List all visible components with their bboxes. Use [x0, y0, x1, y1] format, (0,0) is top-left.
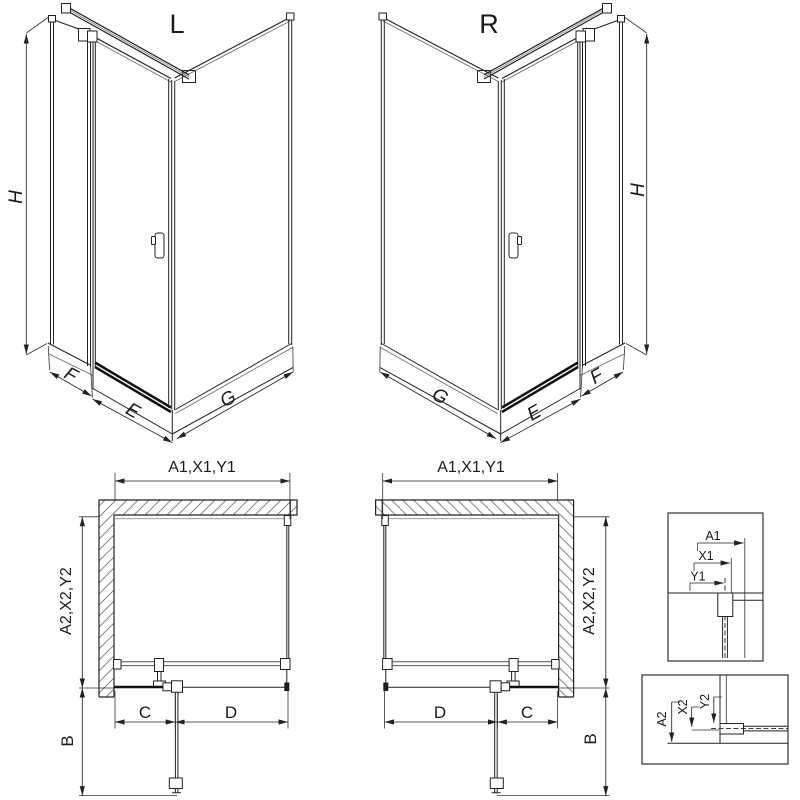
- dim-label-side-right: G: [428, 383, 452, 410]
- dim-label-return-left: F: [60, 363, 81, 388]
- iso-view-right: [379, 4, 647, 443]
- plan-fixed-label-right: C: [520, 703, 534, 722]
- variant-label-right: R: [479, 9, 499, 39]
- variant-label-left: L: [169, 9, 185, 39]
- plan-door-label-left: D: [224, 703, 238, 722]
- plan-width-label-right: A1,X1,Y1: [437, 459, 505, 476]
- detail-x1-label: X1: [698, 549, 714, 563]
- detail-y2-label: Y2: [698, 693, 712, 710]
- dim-label-door-right: E: [523, 400, 545, 426]
- detail-x2-label: X2: [676, 699, 690, 715]
- plan-width-label-left: A1,X1,Y1: [168, 459, 236, 476]
- dim-label-height-right: H: [628, 183, 649, 197]
- plan-view-left: [79, 473, 297, 796]
- plan-depth-label-right: A2,X2,Y2: [581, 567, 598, 635]
- dim-label-return-right: F: [586, 364, 608, 389]
- plan-view-right: [376, 473, 610, 796]
- detail-box-wall-gap-side: [642, 675, 788, 764]
- plan-fixed-label-left: C: [138, 703, 152, 722]
- plan-depth-label-left: A2,X2,Y2: [58, 567, 75, 635]
- dim-label-side-left: G: [216, 386, 240, 413]
- detail-y1-label: Y1: [690, 569, 706, 584]
- detail-a2-label: A2: [655, 711, 669, 727]
- dim-label-door-left: E: [122, 398, 144, 424]
- detail-a1-label: A1: [705, 529, 721, 543]
- plan-door-label-right: D: [433, 703, 447, 722]
- dim-label-height-left: H: [6, 190, 27, 204]
- plan-swing-label-left: B: [58, 735, 77, 747]
- plan-swing-label-right: B: [581, 733, 600, 745]
- detail-box-wall-gap-top: [668, 513, 763, 661]
